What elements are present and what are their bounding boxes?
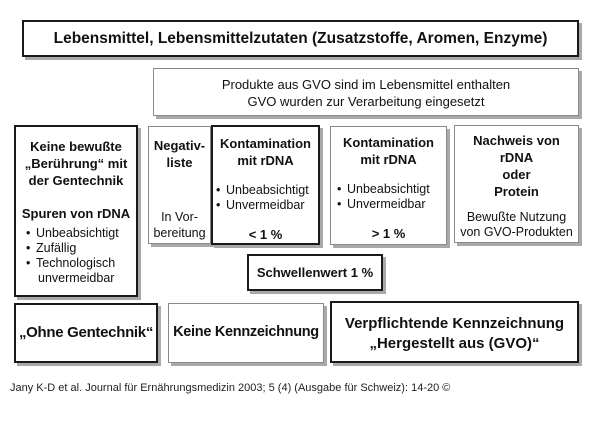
threshold-below-label: < 1 % [248, 227, 283, 242]
without-genetech-label: „Ohne Gentechnik“ [18, 324, 154, 341]
heading-line: der Gentechnik [28, 173, 124, 188]
no-labeling-box [168, 303, 324, 363]
bullet-icon: • [26, 226, 31, 240]
bullet-icon: • [337, 182, 342, 196]
detection-heading: Nachweis von rDNA oder Protein [473, 133, 560, 199]
no-contact-list [26, 226, 119, 286]
contamination-list [216, 183, 309, 213]
negative-list-box [148, 126, 211, 244]
mandatory-labeling-box [330, 301, 579, 363]
list-item: • Unvermeidbar [337, 197, 426, 211]
contamination-heading: Kontamination mit rDNA [220, 136, 311, 168]
list-item: • Unbeabsichtigt [216, 183, 309, 197]
detection-body: Bewußte Nutzung von GVO-Produkten [460, 210, 573, 239]
list-item: • Unbeabsichtigt [26, 226, 119, 240]
threshold-above-label: > 1 % [371, 226, 406, 241]
threshold-label: Schwellenwert 1 % [256, 265, 374, 280]
list-item: • Unvermeidbar [216, 198, 305, 212]
list-item-continuation: unvermeidbar [38, 271, 115, 285]
gvo-text [154, 76, 578, 110]
threshold-box [247, 254, 383, 291]
bullet-icon: • [216, 183, 221, 197]
bullet-icon: • [26, 256, 31, 270]
contamination-heading: Kontamination mit rDNA [343, 135, 434, 167]
gvo-box [153, 68, 579, 116]
heading-line: Negativ- [153, 138, 206, 153]
heading-line: Keine bewußte [30, 139, 122, 154]
list-item: • Zufällig [26, 241, 77, 255]
negative-list-status: In Vor- bereitung [153, 210, 206, 240]
contamination-below-box [211, 125, 320, 245]
gvo-line-1: Produkte aus GVO sind im Lebensmittel enthalten [221, 77, 511, 92]
rdna-traces-subheading: Spuren von rDNA [21, 206, 131, 221]
bullet-icon: • [216, 198, 221, 212]
bullet-icon: • [26, 241, 31, 255]
no-contact-heading [16, 138, 136, 189]
contamination-list [337, 182, 430, 212]
no-contact-box [14, 125, 138, 297]
heading-line: „Berührung“ mit [24, 156, 128, 171]
no-labeling-label: Keine Kennzeichnung [173, 324, 319, 340]
without-genetech-box [14, 303, 158, 363]
source-caption: Jany K-D et al. Journal für Ernährungsmedizin 2003; 5 (4) (Ausgabe für Schweiz): 14-20 © [10, 382, 451, 394]
negative-list-heading [149, 137, 210, 171]
title-box [22, 20, 579, 57]
bullet-icon: • [337, 197, 342, 211]
mandatory-labeling-text: Verpflichtende Kennzeichnung „Hergestellt aus (GVO)“ [344, 315, 565, 352]
contamination-above-box [330, 126, 447, 245]
heading-line: liste [166, 155, 193, 170]
gvo-line-2: GVO wurden zur Verarbeitung eingesetzt [247, 94, 485, 109]
detection-box [454, 125, 579, 243]
list-item: • Unbeabsichtigt [337, 182, 430, 196]
title-text: Lebensmittel, Lebensmittelzutaten (Zusatzstoffe, Aromen, Enzyme) [53, 30, 548, 47]
list-item: • Technologisch [26, 256, 116, 270]
